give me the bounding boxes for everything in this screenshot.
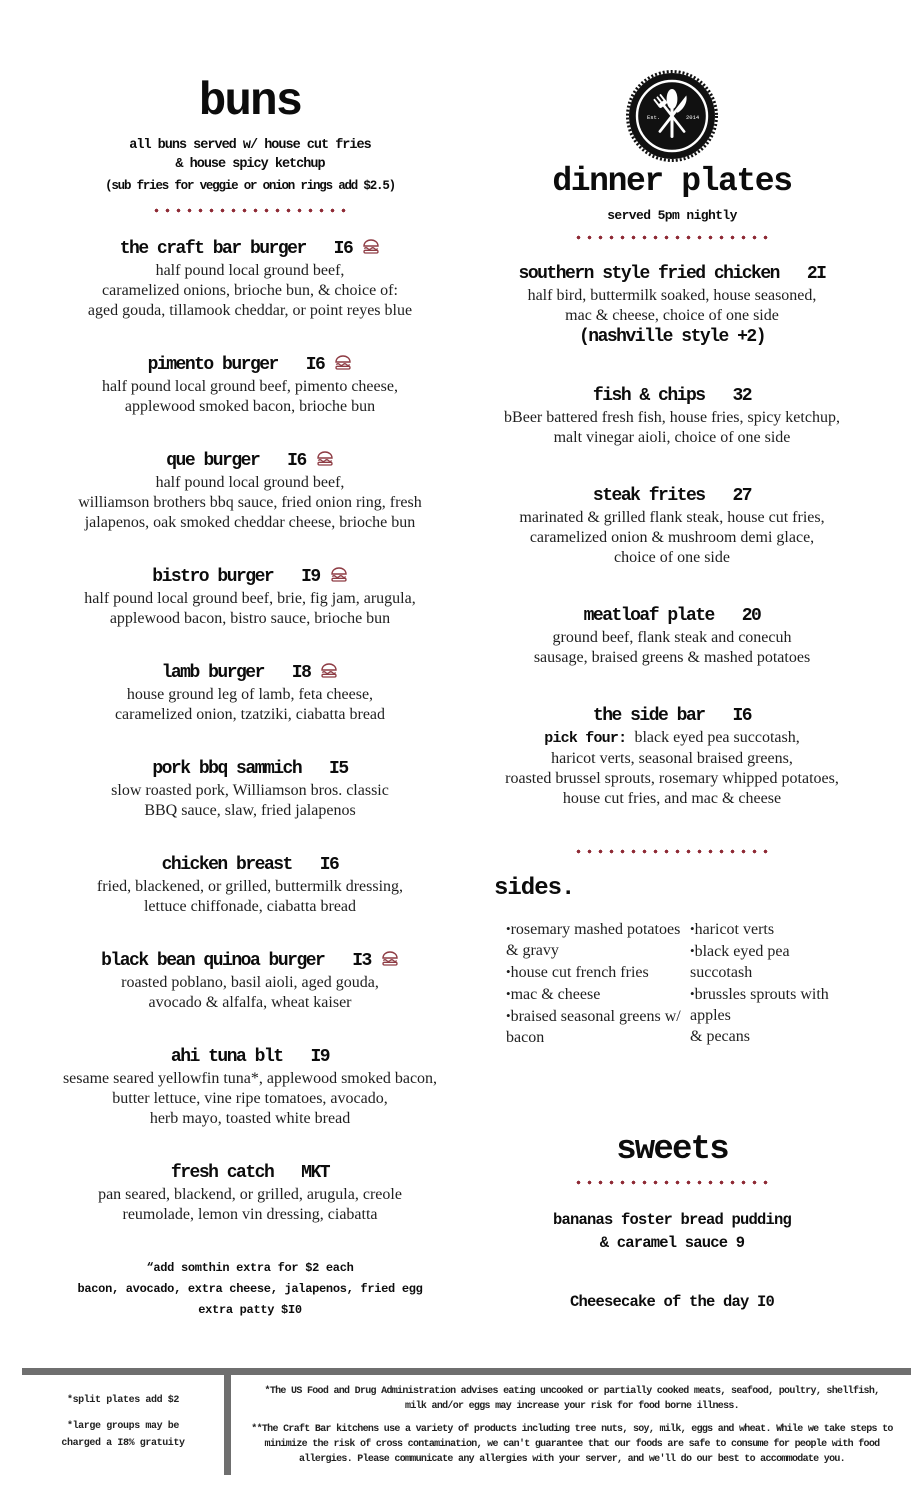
item-name-price: the craft bar burger I6	[119, 239, 353, 259]
burger-icon	[320, 663, 338, 678]
menu-item	[30, 1045, 470, 1129]
item-desc-line: half pound local ground beef,	[155, 262, 345, 279]
item-desc-line: house ground leg of lamb, feta cheese,	[126, 686, 374, 703]
sweets-item-list	[492, 1209, 852, 1314]
dotted-divider	[573, 849, 771, 854]
buns-item-list	[30, 237, 470, 1225]
dotted-divider	[573, 235, 771, 240]
sweet-item	[492, 1209, 852, 1255]
sweet-item	[492, 1291, 852, 1314]
buns-title: buns	[198, 76, 302, 128]
item-desc-line: roasted brussel sprouts, rosemary whipped potatoes,	[505, 770, 839, 787]
menu-item	[30, 661, 470, 725]
item-name-price: bistro burger I9	[152, 567, 320, 587]
item-name-price: lamb burger I8	[161, 663, 311, 683]
bullet-item-line: bacon	[506, 1029, 545, 1046]
buns-subtitle-line: all buns served w/ house cut fries	[129, 138, 371, 153]
footer-note-gap	[22, 1409, 224, 1418]
item-heading	[30, 237, 470, 261]
item-heading	[30, 757, 470, 781]
footer-left-notes	[22, 1392, 224, 1452]
dotted-divider	[151, 208, 349, 213]
menu-item	[492, 704, 852, 809]
item-desc-line: caramelized onion & mushroom demi glace,	[529, 529, 815, 546]
item-desc-line: haricot verts, seasonal braised greens,	[551, 750, 793, 767]
bullet-item-line: •house cut french fries	[506, 964, 649, 981]
item-desc-line: applewood bacon, bistro sauce, brioche bun	[109, 610, 391, 627]
extras-note-line: extra patty $I0	[198, 1303, 302, 1317]
sides-column-right	[690, 918, 852, 1048]
item-name-price: pimento burger I6	[147, 355, 325, 375]
item-desc-line: lettuce chiffonade, ciabatta bread	[143, 898, 357, 915]
bullet-dot: •	[506, 1008, 511, 1023]
item-heading	[30, 353, 470, 377]
dinner-plates-section	[492, 70, 852, 1314]
burger-icon	[330, 567, 348, 582]
sweet-item-line: Cheesecake of the day I0	[569, 1293, 775, 1311]
bullet-dot: •	[506, 921, 511, 936]
burger-icon	[316, 451, 334, 466]
bullet-item-line: & pecans	[690, 1028, 750, 1045]
extras-note-line: “add somthin extra for $2 each	[146, 1261, 354, 1275]
item-desc-line: pan seared, blackend, or grilled, arugula, creole	[98, 1186, 402, 1203]
item-desc-line: pick four: black eyed pea succotash,	[544, 729, 800, 747]
buns-sub-note: (sub fries for veggie or onion rings add $2.5)	[105, 179, 395, 193]
item-heading	[492, 484, 852, 508]
bullet-item-line: •brussles sprouts with apples	[690, 986, 829, 1024]
nashville-note: (nashville style +2)	[578, 327, 766, 347]
menu-item	[30, 237, 470, 321]
item-desc-line: half bird, buttermilk soaked, house seasoned,	[527, 287, 817, 304]
bullet-item-line: •haricot verts	[690, 921, 775, 938]
dotted-divider	[573, 1180, 771, 1185]
item-name-price: que burger I6	[166, 451, 306, 471]
dinner-plates-title: dinner plates	[552, 163, 792, 200]
item-desc-line: choice of one side	[614, 549, 730, 566]
sweets-title: sweets	[616, 1131, 728, 1169]
item-desc-line: house cut fries, and mac & cheese	[562, 790, 782, 807]
extras-note	[30, 1258, 470, 1321]
item-desc-line: BBQ sauce, slaw, fried jalapenos	[144, 802, 356, 819]
item-name-price: steak frites 27	[592, 486, 752, 506]
item-desc-line: half pound local ground beef,	[155, 474, 345, 491]
footer-note-line: *split plates add $2	[66, 1395, 180, 1406]
allergy-line: allergies. Please communicate any allergies with your server, and we'll do our best to accommodate you.	[298, 1454, 845, 1465]
item-desc-line: aged gouda, tillamook cheddar, or point reyes blue	[87, 302, 413, 319]
item-heading	[30, 853, 470, 877]
bullet-dot: •	[690, 943, 695, 958]
sides-title: sides.	[494, 875, 575, 902]
fda-line: *The US Food and Drug Administration advises eating uncooked or partially cooked meats, seafood, poultry, shellfish,	[264, 1386, 880, 1397]
footer-note-line: *large groups may be	[66, 1421, 180, 1432]
bullet-item-line: •braised seasonal greens w/	[506, 1008, 681, 1025]
pick-four-label: pick four:	[544, 730, 635, 747]
item-desc-line: fried, blackened, or grilled, buttermilk dressing,	[96, 878, 404, 895]
item-heading	[30, 565, 470, 589]
item-desc-line: bBeer battered fresh fish, house fries, spicy ketchup,	[504, 409, 840, 426]
burger-icon	[381, 951, 399, 966]
item-name-price: ahi tuna blt I9	[170, 1047, 330, 1067]
item-desc-line: applewood smoked bacon, brioche bun	[124, 398, 376, 415]
buns-subtitle-line: & house spicy ketchup	[175, 157, 325, 172]
item-desc-line: sesame seared yellowfin tuna*, applewood smoked bacon,	[62, 1070, 438, 1087]
item-desc-line: caramelized onion, tzatziki, ciabatta bread	[114, 706, 386, 723]
sides-lists	[492, 918, 852, 1048]
sweet-item-line: & caramel sauce 9	[599, 1234, 745, 1252]
menu-item	[492, 262, 852, 348]
item-desc-line: mac & cheese, choice of one side	[565, 307, 779, 324]
item-desc-line: roasted poblano, basil aioli, aged gouda,	[121, 974, 379, 991]
bullet-dot: •	[506, 964, 511, 979]
bullet-item-line: •rosemary mashed potatoes	[506, 921, 681, 938]
item-name-price: black bean quinoa burger I3	[101, 951, 371, 971]
item-desc-line: half pound local ground beef, brie, fig jam, arugula,	[84, 590, 416, 607]
item-name-price: meatloaf plate 20	[583, 606, 761, 626]
item-heading	[30, 661, 470, 685]
item-heading	[30, 1045, 470, 1069]
bullet-dot: •	[690, 986, 695, 1001]
item-heading	[492, 262, 852, 286]
bullet-dot: •	[506, 986, 511, 1001]
item-desc-line: butter lettuce, vine ripe tomatoes, avocado,	[112, 1090, 388, 1107]
footer-disclaimer	[236, 1384, 908, 1467]
item-desc-line: avocado & alfalfa, wheat kaiser	[148, 994, 352, 1011]
burger-icon	[334, 355, 352, 370]
item-name-price: fresh catch MKT	[170, 1163, 330, 1183]
item-desc-line: reumolade, lemon vin dressing, ciabatta	[122, 1206, 378, 1223]
menu-item	[30, 757, 470, 821]
allergy-line: **The Craft Bar kitchens use a variety of products including tree nuts, soy, milk, eggs and wheat. While we take steps to	[251, 1424, 893, 1435]
menu-item	[30, 949, 470, 1013]
bullet-item-line: •mac & cheese	[506, 986, 601, 1003]
allergy-line: minimize the risk of cross contamination, we can't guarantee that our foods are safe to consume for people with food	[264, 1439, 880, 1450]
footer-horizontal-bar	[22, 1368, 911, 1375]
menu-item	[492, 484, 852, 568]
restaurant-logo-icon	[492, 70, 852, 162]
menu-item	[492, 604, 852, 668]
sides-column-left	[506, 918, 690, 1048]
svg-text:2014: 2014	[686, 114, 700, 121]
item-name-price: fish & chips 32	[592, 386, 752, 406]
item-desc-line: williamson brothers bbq sauce, fried onion ring, fresh	[78, 494, 422, 511]
sweet-item-line: bananas foster bread pudding	[552, 1211, 792, 1229]
fda-line: milk and/or eggs may increase your risk for food borne illness.	[405, 1401, 739, 1412]
item-desc-line: caramelized onions, brioche bun, & choice of:	[102, 282, 398, 299]
item-desc-line: half pound local ground beef, pimento cheese,	[102, 378, 398, 395]
item-heading	[492, 704, 852, 728]
bullet-dot: •	[690, 921, 695, 936]
menu-item	[30, 565, 470, 629]
footer-vertical-bar	[224, 1368, 231, 1475]
menu-item	[30, 449, 470, 533]
item-heading	[492, 604, 852, 628]
item-name-price: the side bar I6	[592, 706, 752, 726]
item-name-price: pork bbq sammich I5	[152, 759, 348, 779]
item-desc-line: marinated & grilled flank steak, house cut fries,	[519, 509, 825, 526]
item-desc-line: ground beef, flank steak and conecuh	[552, 629, 792, 646]
item-name-price: chicken breast I6	[161, 855, 339, 875]
item-desc-line: sausage, braised greens & mashed potatoes	[533, 649, 811, 666]
item-heading	[30, 449, 470, 473]
burger-icon	[362, 239, 380, 254]
item-heading	[30, 949, 470, 973]
menu-item	[492, 384, 852, 448]
item-heading	[30, 1161, 470, 1185]
menu-item	[30, 353, 470, 417]
item-desc-line: jalapenos, oak smoked cheddar cheese, brioche bun	[84, 514, 416, 531]
extras-note-line: bacon, avocado, extra cheese, jalapenos, fried egg	[77, 1282, 423, 1296]
bullet-item-line: •black eyed pea succotash	[690, 943, 790, 981]
svg-text:Est.: Est.	[647, 114, 661, 121]
footer-note-line: charged a I8% gratuity	[61, 1438, 185, 1449]
buns-section	[30, 78, 470, 1321]
bullet-item-line: & gravy	[506, 942, 559, 959]
item-desc-line: malt vinegar aioli, choice of one side	[553, 429, 791, 446]
item-desc-line: herb mayo, toasted white bread	[149, 1110, 351, 1127]
menu-item	[30, 1161, 470, 1225]
item-heading	[492, 384, 852, 408]
menu-item	[30, 853, 470, 917]
item-name-price: southern style fried chicken 2I	[518, 264, 826, 284]
item-desc-line: slow roasted pork, Williamson bros. classic	[111, 782, 389, 799]
footer-para-gap	[236, 1414, 908, 1422]
dinner-item-list	[492, 262, 852, 809]
dinner-plates-subtitle: served 5pm nightly	[607, 208, 737, 223]
